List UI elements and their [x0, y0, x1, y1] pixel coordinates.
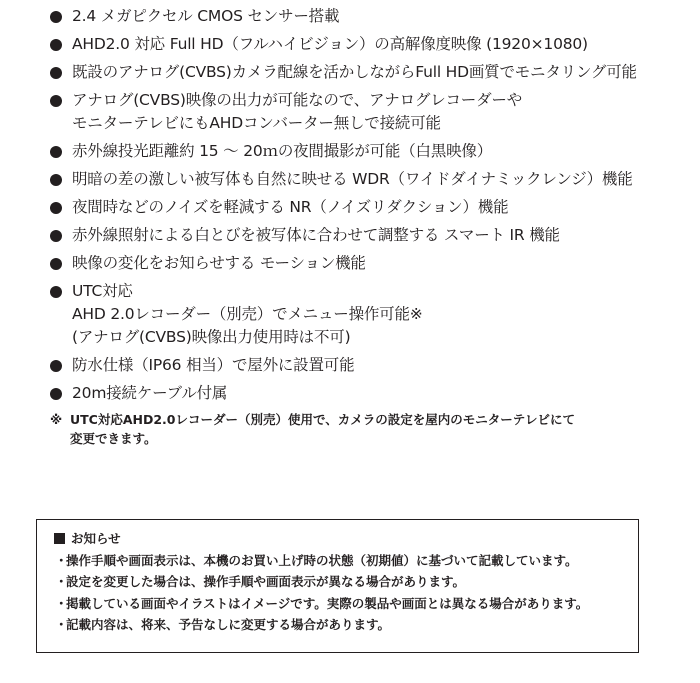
- feature-text: 明暗の差の激しい被写体も自然に映せる WDR（ワイドダイナミックレンジ）機能: [72, 170, 633, 188]
- notice-item-text: 記載内容は、将来、予告なしに変更する場合があります。: [66, 617, 391, 632]
- feature-item: [48, 140, 688, 163]
- feature-text: AHD2.0 対応 Full HD（フルハイビジョン）の高解像度映像 (1920×1080): [72, 35, 588, 53]
- feature-item: [48, 196, 688, 219]
- feature-item: [48, 354, 688, 377]
- feature-item: [48, 280, 688, 349]
- feature-text: アナログ(CVBS)映像の出力が可能なので、アナログレコーダーや: [72, 91, 523, 109]
- feature-list: [48, 5, 688, 410]
- feature-item: [48, 61, 688, 84]
- notice-item: [54, 571, 638, 593]
- feature-text: 赤外線投光距離約 15 ～ 20ｍの夜間撮影が可能（白黒映像）: [72, 142, 493, 160]
- feature-text: 夜間時などのノイズを軽減する NR（ノイズリダクション）機能: [72, 198, 509, 216]
- bullet-icon: [50, 230, 62, 242]
- notice-bullet: ・: [55, 552, 68, 568]
- bullet-icon: [50, 174, 62, 186]
- footnote: [50, 410, 690, 448]
- bullet-icon: [50, 202, 62, 214]
- footnote-text: 変更できます。: [70, 431, 157, 446]
- feature-text: 防水仕様（IP66 相当）で屋外に設置可能: [72, 356, 355, 374]
- feature-item: [48, 252, 688, 275]
- notice-item: [54, 593, 638, 615]
- notice-title: [54, 528, 638, 550]
- feature-text: 20m接続ケーブル付属: [72, 384, 228, 402]
- notice-title-text: お知らせ: [71, 531, 121, 546]
- bullet-icon: [50, 388, 62, 400]
- notice-bullet: ・: [55, 617, 68, 632]
- notice-item-text: 設定を変更した場合は、操作手順や画面表示が異なる場合があります。: [66, 574, 466, 589]
- feature-item: [48, 33, 688, 56]
- square-bullet-icon: [54, 533, 65, 544]
- notice-item: [54, 550, 638, 572]
- feature-item: [48, 89, 688, 135]
- notice-item-text: 掲載している画面やイラストはイメージです。実際の製品や画面とは異なる場合があります。: [66, 595, 589, 611]
- feature-item: [48, 224, 688, 247]
- feature-item: [48, 5, 688, 28]
- bullet-icon: [50, 286, 62, 298]
- bullet-icon: [50, 146, 62, 158]
- feature-text: 映像の変化をお知らせする モーション機能: [72, 254, 366, 272]
- bullet-icon: [50, 360, 62, 372]
- feature-item: [48, 168, 688, 191]
- feature-text: (アナログ(CVBS)映像出力使用時は不可): [72, 328, 351, 346]
- feature-text: モニターテレビにもAHDコンバーター無しで接続可能: [72, 114, 441, 132]
- notice-bullet: ・: [55, 595, 68, 611]
- notice-item: [54, 614, 638, 636]
- feature-text: UTC対応: [72, 282, 133, 300]
- bullet-icon: [50, 95, 62, 107]
- feature-text: AHD 2.0レコーダー（別売）でメニュー操作可能※: [72, 305, 423, 323]
- feature-text: 2.4 メガピクセル CMOS センサー搭載: [72, 7, 340, 25]
- notice-bullet: ・: [55, 574, 68, 589]
- feature-text: 赤外線照射による白とびを被写体に合わせて調整する スマート IR 機能: [72, 226, 560, 244]
- feature-text: 既設のアナログ(CVBS)カメラ配線を活かしながらFull HD画質でモニタリング可能: [72, 63, 637, 81]
- bullet-icon: [50, 67, 62, 79]
- notice-box: [36, 519, 639, 653]
- feature-item: [48, 382, 688, 405]
- bullet-icon: [50, 258, 62, 270]
- bullet-icon: [50, 39, 62, 51]
- notice-item-text: 操作手順や画面表示は、本機のお買い上げ時の状態（初期値）に基づいて記載しています。: [66, 552, 578, 568]
- bullet-icon: [50, 11, 62, 23]
- footnote-mark: ※: [50, 412, 63, 427]
- footnote-text: UTC対応AHD2.0レコーダー（別売）使用で、カメラの設定を屋内のモニターテレビにて: [70, 412, 576, 427]
